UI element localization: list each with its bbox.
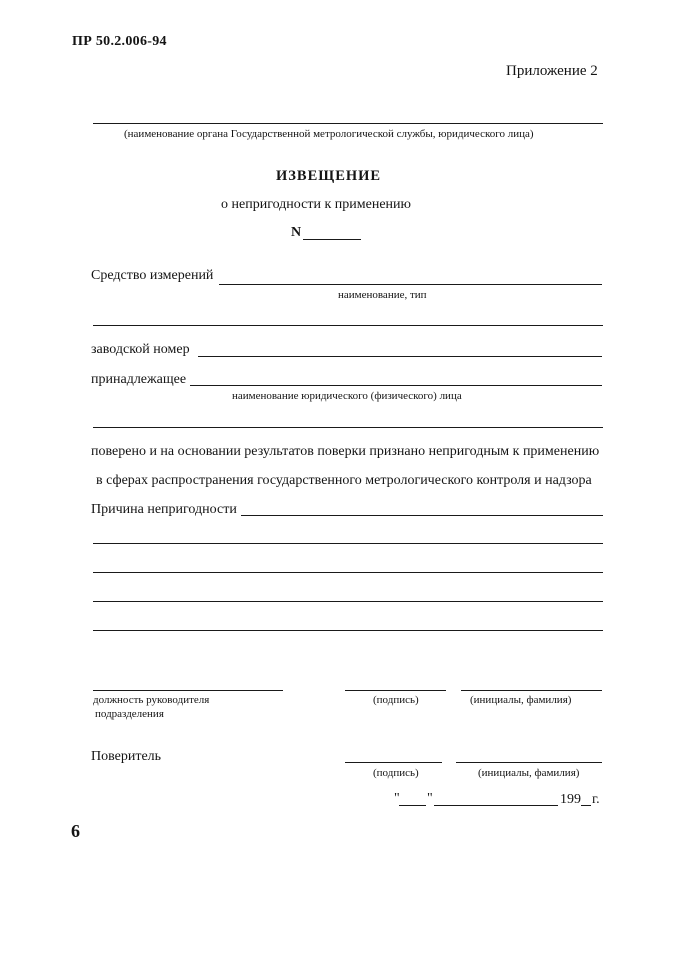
- reason-extra-line-2: [93, 572, 603, 573]
- instrument-line: [219, 284, 602, 285]
- reason-extra-line-4: [93, 630, 603, 631]
- verifier-signature-caption: (подпись): [373, 767, 419, 779]
- date-day-line: [399, 805, 426, 806]
- date-year-line: [581, 805, 591, 806]
- head-position-caption-1: должность руководителя: [93, 694, 210, 706]
- serial-line: [198, 356, 602, 357]
- head-position-line: [93, 690, 283, 691]
- verifier-label: Поверитель: [91, 749, 162, 764]
- head-position-caption-2: подразделения: [95, 708, 164, 720]
- document-title: ИЗВЕЩЕНИЕ: [276, 168, 382, 184]
- instrument-extra-line: [93, 325, 603, 326]
- verifier-initials-caption: (инициалы, фамилия): [478, 767, 580, 779]
- date-year-prefix: 199: [560, 792, 581, 807]
- page-number: 6: [71, 821, 80, 841]
- reason-line: [241, 515, 603, 516]
- head-signature-line: [345, 690, 446, 691]
- owner-caption: наименование юридического (физического) лица: [232, 390, 462, 402]
- document-code: ПР 50.2.006-94: [72, 34, 167, 49]
- verifier-signature-line: [345, 762, 442, 763]
- date-month-line: [434, 805, 558, 806]
- org-name-line: [93, 123, 603, 124]
- reason-label: Причина непригодности: [91, 502, 237, 517]
- statement-line-2: в сферах распространения государственного метрологического контроля и надзора: [96, 473, 592, 488]
- org-name-caption: (наименование органа Государственной метрологической службы, юридического лица): [124, 128, 534, 140]
- head-initials-caption: (инициалы, фамилия): [470, 694, 572, 706]
- date-year-suffix: г.: [592, 792, 600, 807]
- date-quote-close: ": [427, 791, 433, 806]
- head-signature-caption: (подпись): [373, 694, 419, 706]
- number-line: [303, 239, 361, 240]
- statement-line-1: поверено и на основании результатов поверки признано непригодным к применению: [91, 444, 600, 459]
- instrument-caption: наименование, тип: [338, 289, 427, 301]
- serial-label: заводской номер: [91, 342, 190, 357]
- appendix-label: Приложение 2: [506, 63, 598, 79]
- document-subtitle: о непригодности к применению: [221, 197, 411, 212]
- owner-label: принадлежащее: [91, 372, 187, 387]
- head-initials-line: [461, 690, 602, 691]
- verifier-initials-line: [456, 762, 602, 763]
- date-quote-open: ": [394, 791, 400, 806]
- owner-line: [190, 385, 602, 386]
- number-label: N: [291, 225, 302, 240]
- reason-extra-line-3: [93, 601, 603, 602]
- instrument-label: Средство измерений: [91, 268, 214, 283]
- owner-extra-line: [93, 427, 603, 428]
- reason-extra-line-1: [93, 543, 603, 544]
